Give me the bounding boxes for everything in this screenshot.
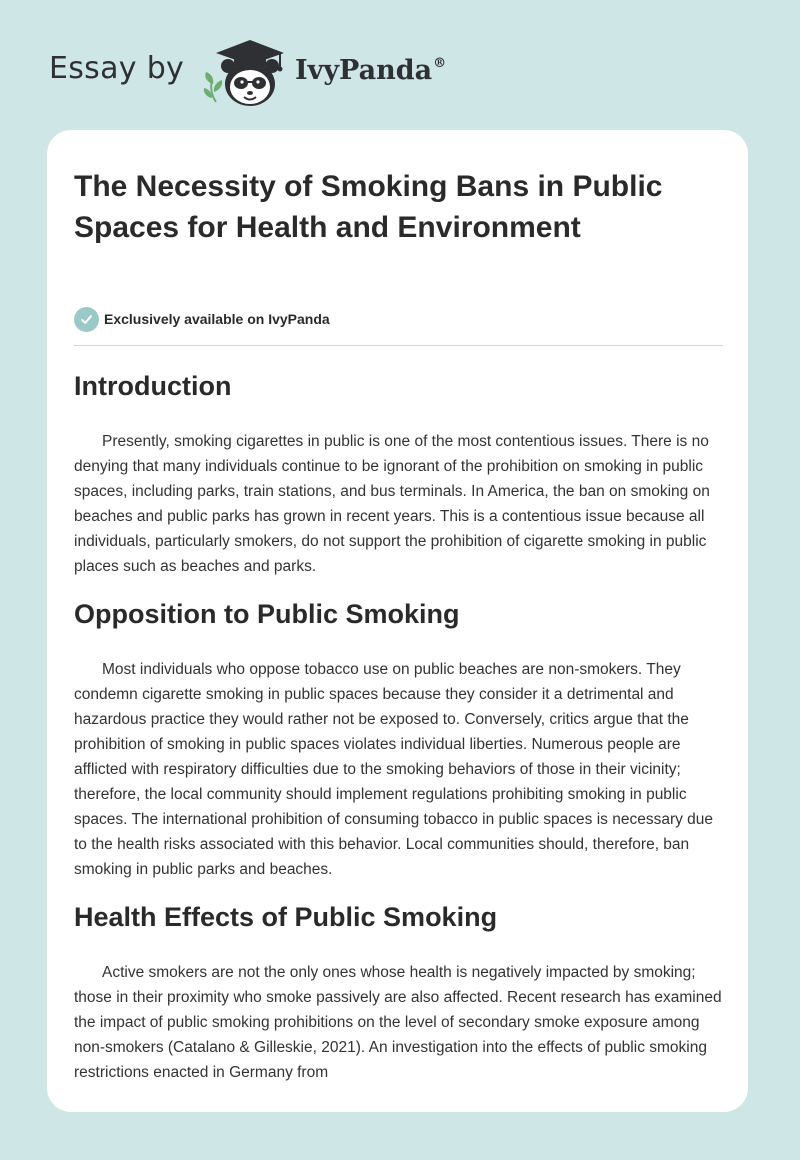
panda-graduate-logo-icon[interactable] [200,36,292,110]
section-heading: Opposition to Public Smoking [74,599,460,629]
section-paragraph: Most individuals who oppose tobacco use on public beaches are non-smokers. They condemn cigarette smoking in public spaces because they consider it a detrimental and hazardous practice they would rather not be exposed to. Conversely, critics argue that the prohibition of smoking in public spaces violates individual liberties. Numerous people are afflicted with respiratory difficulties due to the smoking behaviors of those in their vicinity; therefore, the local community should implement regulations prohibiting smoking in public spaces. The international prohibition of consuming tobacco in public spaces is necessary due to the health risks associated with this behavior. Local communities should, therefore, ban smoking in public parks and beaches. [74,661,714,878]
badge-label: Exclusively available on IvyPanda [104,311,330,327]
brand-name[interactable] [295,55,446,86]
section-paragraph: Active smokers are not the only ones whose health is negatively impacted by smoking; those in their proximity who smoke passively are also affected. Recent research has examined the impact of public smoking prohibitions on the level of secondary smoke exposure among non-smokers (Catalano & Gilleskie, 2021). An investigation into the effects of public smoking restrictions enacted in Germany from [74,964,722,1081]
section-opposition [74,593,723,882]
section-introduction [74,365,723,579]
site-header [0,0,800,130]
section-health-effects [74,896,723,1085]
divider [74,345,723,346]
check-circle-icon [74,307,99,332]
essay-by-label: Essay by [49,51,185,86]
exclusive-badge [74,306,330,332]
section-paragraph: Presently, smoking cigarettes in public is one of the most contentious issues. There is no denying that many individuals continue to be ignorant of the prohibition on smoking in public spaces, including parks, train stations, and bus terminals. In America, the ban on smoking on beaches and public parks has grown in recent years. This is a contentious issue because all individuals, particularly smokers, do not support the prohibition of cigarette smoking in public places such as beaches and parks. [74,433,710,575]
article-card [47,130,748,1112]
page-title: The Necessity of Smoking Bans in Public Spaces for Health and Environment [74,170,663,244]
registered-mark: ® [433,56,447,71]
article-body [74,365,723,1085]
brand-name-text: IvyPanda [295,55,433,86]
section-heading: Introduction [74,371,232,401]
section-heading: Health Effects of Public Smoking [74,902,498,932]
